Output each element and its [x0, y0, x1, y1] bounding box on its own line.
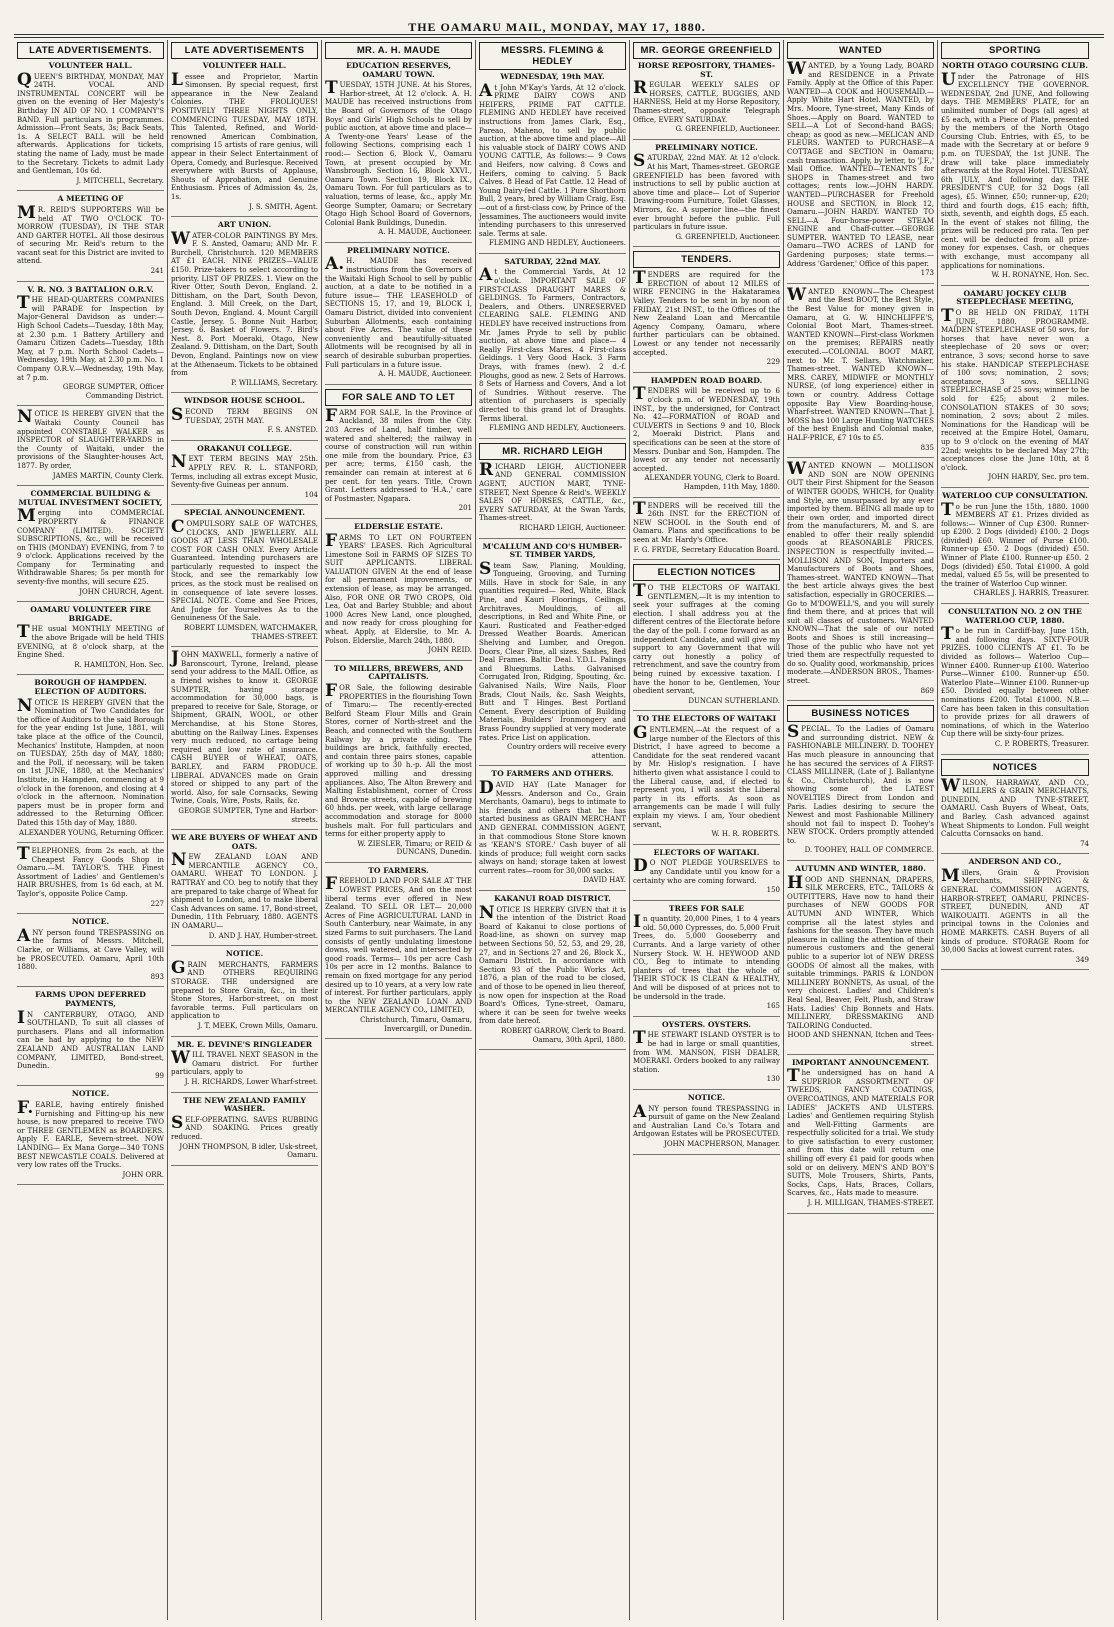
ad-signature: FLEMING AND HEDLEY, Auctioneers. — [489, 424, 626, 433]
ad-body: F.EARLE, having entirely finished Furnishing and Fitting-up his new house, is now prepared to receive TWO or THREE GENTLEMEN as BOARDERS. Apply F. EARLE, Severn-street. NOW LANDING— Ex Mana Gorge—340 TONS BEST NEWCASTLE COALS. Delivered at very low rates off the Trucks. — [17, 1097, 164, 1170]
ad-signature: J. H. MILLIGAN, THAMES-STREET. — [807, 1199, 934, 1208]
advertisement — [633, 715, 780, 844]
column-6 — [784, 40, 938, 1620]
ad-signature: RICHARD LEIGH, Auctioneer. — [519, 523, 626, 532]
ad-title: WATERLOO CUP CONSULTATION. — [942, 490, 1088, 500]
ad-signature: 201 — [458, 504, 472, 513]
ad-body: THE usual MONTHLY MEETING of the above Brigade will be held THIS EVENING, at 8 o'clock sharp, at the Engine Shed. — [17, 622, 164, 660]
ad-signature: FLEMING AND HEDLEY, Auctioneers. — [489, 239, 626, 248]
advertisement — [633, 1021, 780, 1090]
ad-body: FARMS TO LET ON FOURTEEN YEARS' LEASES. Rich Agricultural Limestone Soil in FARMS OF SIZES TO SUIT APPLICANTS. LIBERAL VALUATION GIVEN At the end of lease for all permanent improvements, or extension of lease, as may be arranged. Also, FOR ONE OR TWO CROPS, Old Lea, Oat and Barley Stubble; and about 1000 Acres New Land, once ploughed, and now ready for cross ploughing for wheat. Apply, at Elderslie, to Mr. A. Polson. Elderslie, March 24th, 1880. — [325, 530, 472, 645]
ad-body: THE HEAD-QUARTERS COMPANIES will PARADE for Inspection by Major-General Davidson as under:— High School Cadets—Tuesday, 18th May, at 2.30 p.m. 1 Battery Artillery and Oamaru Citizen Cadets—Tuesday, 18th May, at 7 p.m. North School Cadets—Wednesday, 19th May, at 2.30 p.m. No. 1 Company O.R.V.—Wednesday, 19th May, at 7 p.m. — [17, 293, 164, 382]
ad-signature: J. S. SMITH, Agent. — [249, 202, 318, 211]
column-header: MR. GEORGE GREENFIELD — [633, 42, 780, 59]
ad-body: NOTICE IS HEREBY GIVEN that it is the intention of the District Road Board of Kakanui to close portions of Road-line, as shown on survey map between Sections 50, 52, 53, and 29, 28, 27, and in Sections 27 and 26, Block X., Oamaru District. In accordance with Section 93 of the Public Works Act, 1876, a plan of the road to be closed, and of those to be opened in lieu thereof, is now open for inspection at the Road Board's Offices, Tyne-street, Oamaru, where it can be seen for twelve weeks from date hereof. — [479, 902, 626, 1026]
advertisement — [633, 377, 780, 498]
newspaper-columns — [14, 40, 1104, 1620]
ad-title: VOLUNTEER HALL. — [202, 61, 287, 70]
ad-signature: 165 — [766, 1002, 780, 1011]
ad-title: TO FARMERS AND OTHERS. — [491, 769, 614, 779]
column-header: MESSRS. FLEMING & HEDLEY — [479, 42, 626, 70]
ad-signature: JOHN MACPHERSON, Manager. — [664, 1139, 780, 1148]
ad-signature: C. P. ROBERTS, Treasurer. — [994, 739, 1089, 748]
ad-body: Under the Patronage of HIS EXCELLENCY THE GOVERNOR. WEDNESDAY, 2nd JUNE, And following days. THE MEMBERS' PLATE, for an unlimited number of Dogs (all ages) at £5 each, with a Piece of Plate, presented by the members of the North Otago Coursing Club. Entries, with £5, to be made with the Secretary at or before 9 p.m. on TUESDAY, the 1st JUNE. The draw will take place immediately afterwards at the Royal Hotel. TUESDAY, 6th JULY, And following day. THE PRESIDENT'S CUP, for 32 Dogs (all ages), £5. Winner, £50; runner-up, £20; third and fourth dogs, £15 each; fifth, sixth, seventh, and eighth dogs, £5 each. In the event of stakes not filling, the prizes will be reduced pro rata. Ten per cent. will be deducted from all prize-money for expenses. Cash, or cheques with exchange, must accompany all applications for nominations. — [941, 69, 1089, 270]
advertisement — [325, 247, 472, 385]
ad-signature: 869 — [920, 686, 934, 695]
ad-signature: GEORGE SUMPTER, Tyne and Harbor-streets. — [178, 806, 318, 824]
ad-body: JOHN MAXWELL, formerly a native of Baronscourt, Tyrone, Ireland, please send your address to the MAIL Office, as a friend wishes to know it. GEORGE SUMPTER, having storage accommodation for 30,000 bags, is prepared to receive for Sale, Storage, or Shipment, GRAIN, WOOL, or other Merchandise, at his Stone Stores, abutting on the Railway Lines. Expenses very much reduced, no cartage being required and low rate of insurance. CASH BUYER of WHEAT, OATS, BARLEY, and FARM PRODUCE. LIBERAL ADVANCES made on Grain stored or shipped to any part of the world. Also, for sale Cornsacks, Sewing Twine, Coals, Wire, Posts, Rails, &c. — [171, 648, 318, 806]
advertisement — [633, 144, 780, 248]
ad-title: EDUCATION RESERVES, OAMARU TOWN. — [346, 61, 451, 79]
ad-signature: D. TOOHEY, HALL OF COMMERCE. — [804, 846, 934, 855]
ad-body: The undersigned has on hand A SUPERIOR ASSORTMENT OF TWEEDS, FANCY COATINGS, OVERCOATINGS, AND MATERIALS FOR LADIES' JACKETS AND ULSTERS. Ladies' and Gentlemen requiring Stylish and Well-Fitting Garments are respectfully solicited for a trial. We study to give satisfaction to every customer, and from this date will return one shilling off every £1 paid for goods when sold or on delivery. MEN'S AND BOY'S SUITS, Mole Trousers, Shirts, Pants, Socks, Caps, Hats, Braces, Collars, Scarves, &c., Hats made to measure. — [787, 1066, 934, 1198]
column-7 — [938, 40, 1092, 1620]
advertisement — [17, 991, 164, 1086]
ad-signature: 893 — [150, 972, 164, 981]
ad-signature: W. H. RONAYNE, Hon. Sec. — [991, 271, 1089, 280]
ad-title: TO MILLERS, BREWERS, AND CAPITALISTS. — [333, 663, 464, 682]
ad-body: Millers, Grain & Provision Merchants, SHIPPING & GENERAL COMMISSION AGENTS, HARBOR-STREET, OAMARU, PRINCES-STREET, DUNEDIN, AND AT WAIKOUAITI. AGENTS in all the principal towns in the Colonies and HOME MARKETS. CASH Buyers of all kinds of produce. STORAGE Room for 30,000 Sacks at lowest current rates. — [941, 865, 1089, 955]
section-header: TENDERS. — [633, 251, 780, 268]
ad-signature: JAMES MARTIN, County Clerk. — [52, 471, 164, 480]
ad-signature: J. MITCHELL, Secretary. — [76, 176, 164, 185]
advertisement — [633, 581, 780, 711]
ad-body: DO NOT PLEDGE YOURSELVES to any Candidate until you know for a certainty who are coming forward. — [633, 856, 780, 885]
masthead-rule — [14, 34, 1104, 35]
ad-body: FARM FOR SALE, In the Province of Auckland, 38 miles from the City. 203 Acres of Land, half timber, well watered and sheltered; the railway in course of construction will run within one mile from the boundary. Price, £3 per acre; terms, £150 cash, the remainder can remain at interest at 6 per cent. for ten years. Title, Crown Grant. Letters addressed to 'H.A.,' care of Postmaster, Ngapara. — [325, 405, 472, 503]
ad-title: IMPORTANT ANNOUNCEMENT. — [791, 1057, 930, 1067]
ad-body: THE STEWART ISLAND OYSTER is to be had in large or small quantities, from WM. MANSON, FISH DEALER, MOERAKI. Orders booked to any railway station. — [633, 1028, 780, 1074]
ad-signature: W. ZIESLER, Timaru; or REID & DUNCANS, Dunedin. — [357, 839, 472, 857]
ad-title: WE ARE BUYERS OF WHEAT AND OATS. — [171, 833, 318, 851]
ad-title: CONSULTATION NO. 2 ON THE WATERLOO CUP, 1880. — [948, 607, 1082, 625]
column-2 — [168, 40, 322, 1620]
advertisement — [171, 509, 318, 647]
ad-signature: JOHN REID. — [428, 646, 472, 655]
ad-title: TREES FOR SALE — [668, 903, 745, 913]
masthead-title: THE OAMARU MAIL, MONDAY, MAY 17, 1880. — [408, 20, 706, 34]
ad-title: ORAKANUI COLLEGE. — [197, 443, 292, 453]
ad-signature: F. S. ANSTED. — [267, 426, 318, 435]
column-4 — [476, 40, 630, 1620]
ad-title: SPECIAL ANNOUNCEMENT. — [184, 508, 305, 518]
section-header: ELECTION NOTICES — [633, 564, 780, 581]
ad-signature: ALEXANDER YOUNG, Returning Officer. — [19, 828, 164, 837]
advertisement — [17, 490, 164, 602]
ad-signature: R. HAMILTON, Hon. Sec. — [74, 660, 164, 669]
ad-title: M'CALLUM AND CO'S HUMBER-ST. TIMBER YARDS, — [482, 541, 623, 560]
ad-title: V. R. NO. 3 BATTALION O.R.V. — [27, 284, 154, 294]
ad-body: DAVID HAY (Late Manager for Messrs. Anderson and Co., Grain Merchants, Oamaru), begs to intimate to his friends and others that he has started business as GRAIN MERCHANT AND GENERAL COMMISSION AGENT, in that commodious Stone Store known as 'KEAN'S STORE.' Cash buyer of all kinds of produce; full weight corn sacks always on hand; storage taken at lowest current rates—room for 30,000 sacks. — [479, 777, 626, 875]
advertisement — [941, 62, 1089, 286]
ad-title: MR. E. DEVINE'S RINGLEADER — [176, 1039, 313, 1049]
section-header: MR. RICHARD LEIGH — [479, 443, 626, 460]
advertisement — [17, 1090, 164, 1185]
ad-body: IN CANTERBURY, OTAGO, AND SOUTHLAND, To suit all classes of purchasers. Plans and all information can be had by applying to the NEW ZEALAND AND AUSTRALIAN LAND COMPANY, LIMITED, Bond-street, Dunedin. — [17, 1007, 164, 1071]
ad-title: COMMERCIAL BUILDING & MUTUAL INVESTMENT SOCIETY, — [18, 489, 163, 507]
ad-signature: DUNCAN SUTHERLAND. — [688, 696, 780, 705]
advertisement — [479, 770, 626, 891]
ad-body: WATER-COLOR PAINTINGS BY Mrs. F. S. Ansted, Oamaru; AND Mr. F. Burchell, Christchurch. 120 MEMBERS AT £1 EACH. NINE PRIZES—VALUE £150. Prize-takers to select according to priority. LIST OF PRIZES. 1. View on the River Otter, South Devon, England. 2. Dittisham, on the Dart, South Devon, England. 3. Mill Creek, on the Dart, South Devon, England. 4. Mount Cargill Castle, Jersey. 5. Bonne Nuit Harbor, Jersey. 6. Basket of Flowers. 7. Bird's Nest. 8. Port Moeraki, Otago, New Zealand. 9. Dittisham, on the Dart, South Devon, England. Paintings now on view at the Athenaeum. Tickets to be obtained from — [171, 228, 318, 378]
section-header: NOTICES — [941, 759, 1089, 776]
ad-signature: HOOD AND SHENNAN, Itchen and Tees-street. — [787, 1031, 934, 1048]
advertisement — [171, 1097, 318, 1166]
advertisement — [787, 459, 934, 701]
column-5 — [630, 40, 784, 1620]
ad-signature: 173 — [920, 269, 934, 278]
ad-body: WANTED KNOWN—The Cheapest and the Best BOOT, the Best Style, the Best Value for money given in Oamaru, at G. W. HINCHLIFFE'S, Colonial Boot Mart, Thames-street. WANTED KNOWN—First-class Workmen on the premises; REPAIRS neatly executed.—COLONIAL BOOT MART, next to Mr. T. Sellars, Watchmaker, Thames-street. WANTED KNOWN—MRS. CAREY, MIDWIFE or MONTHLY NURSE, (of long experience) either in town or country. Address Cottage opposite Bay View Boarding-house, Wharf-street. WANTED KNOWN—That J. MOSS has 100 Large Hunting WATCHES of the best English and Colonial make, HALF-PRICE, £7 10s to £5. — [787, 284, 934, 442]
ad-body: TO THE ELECTORS OF WAITAKI. GENTLEMEN,—It is my intention to seek your suffrages at the coming election. I shall address you at the different centres of the Electorate before the day of the poll. I come forward as an independent Candidate, and will give my support to any Government that will carry out honestly a policy of retrenchment, and save the country from being ruined by excessive taxation. I have the honor to be, Gentlemen, Your obedient servant, — [633, 581, 780, 696]
column-1 — [14, 40, 168, 1620]
ad-signature: P. WILLIAMS, Secretary. — [231, 378, 318, 387]
ad-body: SECOND TERM BEGINS ON TUESDAY, 25TH MAY. — [171, 404, 318, 425]
advertisement — [633, 849, 780, 901]
ad-title: SATURDAY, 22nd MAY. — [504, 256, 601, 266]
ad-signature: J. H. RICHARDS, Lower Wharf-street. — [184, 1077, 318, 1086]
ad-body: To be run in Cardiff-bay, June 15th, and following days. SIXTY-FOUR PRIZES. 1000 CLIENTS AT £1. To be divided as follows— Waterloo Cup—Winner £400. Runner-up £100. Waterloo Purse—Winner £100. Runner-up £50. Waterloo Plate—Winner £100. Runner-up £50. Divided equally between other nominations £200. Total £1000. N.B.—Care has been taken in this consultation to provide prizes for all drawers of nominations, of which in the Waterloo Cup there will be sixty-four prizes. — [941, 624, 1089, 739]
ad-body: ANY person found TRESPASSING in pursuit of game on the New Zealand and Australian Land Co.'s Totara and Ardgowan Estates will be PROSECUTED. — [633, 1101, 780, 1139]
ad-body: HOOD AND SHENNAN, DRAPERS, SILK MERCERS, ETC., TAILORS & OUTFITTERS, Have now to hand their purchases of NEW GOODS FOR AUTUMN AND WINTER, Which comprise all the latest styles and fashions for the season. They have much pleasure in calling the attention of their numerous customers and the general public to a superior lot of NEW DRESS GOODS Of almost all the makes, with suitable trimmings. PARIS & LONDON MILLINERY BONNETS, As usual, of the very choicest. Ladies' and Children's Real Seal, Beaver, Felt, Plush, and Straw Hats. Ladies' Chip Bonnets and Hats. MILLINERY, DRESSMAKING AND TAILORING Conducted. — [787, 872, 934, 1030]
ad-title: HORSE REPOSITORY, THAMES-ST. — [637, 61, 776, 79]
ad-body: Steam Saw, Planing, Moulding, Tongueing, Grooving, and Turning Mills. Have in stock for Sale, in any quantities required— Red, White, Black Pine, and Kauri Floorings, Ceilings, Architraves, Mouldings, of all descriptions, in Red and White Pine, or Kauri. Rusticated and Feather-edged Dressed Weather Boards. American Shelving and Lumber, and Oregon. Doors, Clear Pine, all sizes. Sashes, Red Deal Frames. Baltic Deal. Y.D.L. Palings and Bluegums. Laths. Galvanised Corrugated Iron, Ridging, Spouting, &c. Galvanised Nails, Wire Nails, Floor Brads, Clout Nails, &c. Sash Weights, Butt and T Hinges. Best Portland Cement. Every description of Building Materials, Builders' Ironmongery and Brass Foundry supplied at very moderate rates. Price List on application. — [479, 558, 626, 742]
ad-signature: J. T. MEEK, Crown Mills, Oamaru. — [197, 1021, 318, 1030]
ad-signature: Country orders will receive every attention. — [507, 743, 626, 760]
advertisement — [17, 407, 164, 486]
ad-body: TENDERS will be received up to 6 o'clock p.m. of WEDNESDAY, 19th INST., by the undersigned, for Contract No. 42—FORMATION of ROAD and CULVERTS in Sections 9 and 10, Block 2, Moeraki District. Plans and specifications can be seen at the store of Messrs. Dunbar and Son, Hampden. The lowest or any tender not necessarily accepted. — [633, 384, 780, 473]
ad-title: OAMARU VOLUNTEER FIRE BRIGADE. — [30, 605, 151, 623]
masthead-rule-2 — [14, 37, 1104, 38]
ad-signature: 74 — [1080, 839, 1089, 848]
advertisement — [633, 62, 780, 140]
ad-title: OYSTERS. OYSTERS. — [662, 1019, 751, 1029]
ad-body: FREEHOLD LAND FOR SALE AT THE LOWEST PRICES, And on the most liberal terms ever offered in New Zealand. TO SELL OR LET— 20,000 Acres of Fine AGRICULTURAL LAND in South Canterbury, near Waimate, in any sized Farms to suit purchasers. The Land consists of gently undulating limestone downs, well watered, and intersected by good roads. Terms— 10s per acre Cash 10s per acre in 12 months. Balance to remain on fixed mortgage for any period desired up to 10 years, at a very low rate of interest. For further particulars, apply to the NEW ZEALAND LOAN AND MERCANTILE AGENCY CO., LIMITED, — [325, 874, 472, 1015]
ad-title: AUTUMN AND WINTER, 1880. — [795, 864, 926, 874]
ad-signature: CHARLES J. HARRIS, Treasurer. — [973, 589, 1089, 598]
ad-title: HAMPDEN ROAD BOARD. — [650, 375, 763, 385]
column-header: SPORTING — [941, 42, 1089, 59]
advertisement — [787, 59, 934, 284]
ad-body: TUESDAY, 15TH JUNE. At his Stores, Harbor-street, At 12 o'clock. A. H. MAUDE has received instructions from the Board of Governors of the Otago Boys' and Girls' High Schools to sell by public auction, at above time and place— A Twenty-one Years' Lease of the following Sections, comprising each 1 rood:— Section 6, Block V., Oamaru Town, at present occupied by Mr. Wansbrough. Section 16, Block XXVI., Oamaru Town. Section 19, Block IX., Oamaru Town. For full particulars as to valuation, terms of lease, &c., apply Mr. George Sumpter, Oamaru; or Secretary Otago High School Board of Governors, Colonial Bank Buildings, Dunedin. — [325, 78, 472, 227]
ad-body: TO BE HELD ON FRIDAY, 11TH JUNE, 1880. PROGRAMME. MAIDEN STEEPLECHASE of 50 sovs, for horses that have never won a steeplechase of 20 sovs or over; entrance, 3 sovs; second horse to save his stake. HANDICAP STEEPLECHASE of 100 sovs; nomination, 2 sovs; acceptance, 3 sovs. SELLING STEEPLECHASE of 25 sovs; winner to be sold for £25; about 2 miles. CONSOLATION STAKES of 30 sovs; nomination, 2 sovs; about 2 miles. Nominations for the Handicap will be received at the Empire Hotel, Oamaru, up to 9 o'clock on the evening of MAY 22nd; weights to be declared May 27th; acceptances close the June 10th, at 8 o'clock. — [941, 306, 1089, 472]
ad-body: FOR Sale, the following desirable PROPERTIES in the flourishing Town of Timaru:— The recently-erected Belford Steam Flour Mills and Grain Stores, corner of North-street and the Beach, and connected with the Southern Railway by a private siding. The buildings are brick, faithfully erected, and contain three pairs stones, capable of working up to 30 h.-p. All the most approved milling and dressing appliances. Also, The Alton Brewery and Malting Establishment, corner of Cross and Browne streets, capable of brewing 60 hhds. per week, with large cellarage accommodation and storage for 8000 bushels malt. For full particulars and terms for either property apply to — [325, 681, 472, 839]
ad-body: NOTICE IS HEREBY GIVEN that the Nomination of Two Candidates for the office of Auditors to the said Borough for the year ending 1st June, 1881, will take place at the office of the Council, Mechanics' Institute, Hampden, at noon on TUESDAY, 25th day of MAY, 1880; and the Poll, if necessary, will be taken on 1st JUNE, 1880, at the Mechanics' Institute, in Hampden, commencing at 9 o'clock in the forenoon, and closing at 4 o'clock in the afternoon. Nomination papers must be in proper form and addressed to the Returning Officer. Dated this 15th day of May, 1880. — [17, 695, 164, 827]
advertisement — [633, 268, 780, 373]
ad-body: TENDERS will be received till the 26th INST. for the ERECTION of NEW SCHOOL in the South end of Oamaru. Plans and specifications to be seen at Mr. Hardy's Office. — [633, 498, 780, 544]
ad-title: OAMARU JOCKEY CLUB STEEPLECHASE MEETING, — [956, 288, 1074, 307]
ad-title: BOROUGH OF HAMPDEN. ELECTION OF AUDITORS. — [34, 678, 147, 696]
advertisement — [17, 286, 164, 407]
advertisement — [633, 905, 780, 1017]
ad-body: SPECIAL. To the Ladies of Oamaru and surrounding district. NEW & FASHIONABLE MILLINERY. D. TOOHEY Has much pleasure in announcing that he has secured the services of A FIRST-CLASS MILLINER, (Late of J. Ballantyne & Co., Christchurch), And is now showing some of the LATEST NOVELTIES Direct from London and Paris. Ladies desiring to secure the Newest and most Fashionable Millinery should not fail to inspect D. Toohey's NEW STOCK. Orders promptly attended to. — [787, 722, 934, 845]
advertisement — [941, 858, 1089, 970]
advertisement — [171, 950, 318, 1036]
advertisement — [787, 1059, 934, 1214]
ad-title: TO FARMERS. — [368, 865, 429, 875]
ad-title: PRELIMINARY NOTICE. — [347, 245, 450, 255]
ad-body: WILL TRAVEL NEXT SEASON in the Oamaru district. For further particulars, apply to — [171, 1048, 318, 1077]
ad-body: REGULAR WEEKLY SALES OF HORSES, CATTLE, BUGGIES, AND HARNESS, Held at my Horse Repository, Thames-street, opposite Telegraph Office, EVERY SATURDAY. — [633, 78, 780, 124]
ad-title: ELECTORS OF WAITAKI. — [653, 847, 760, 857]
ad-signature: D. AND J. HAY, Humber-street. — [208, 931, 318, 940]
advertisement — [787, 284, 934, 458]
ad-title: WEDNESDAY, 19th MAY. — [500, 72, 605, 81]
column-header: LATE ADVERTISEMENTS — [171, 42, 318, 59]
ad-signature: 241 — [150, 267, 164, 276]
advertisement — [787, 722, 934, 861]
ad-title: ART UNION. — [217, 220, 272, 230]
advertisement — [171, 62, 318, 217]
ad-title: ANDERSON AND CO., — [968, 857, 1062, 867]
ad-signature: 229 — [766, 358, 780, 367]
advertisement — [325, 867, 472, 1039]
ad-body: SATURDAY, 22nd MAY. At 12 o'clock. At his Mart, Thames-street. GEORGE GREENFIELD has been favored with instructions to sell by public auction at above time and place— Lot of Superior Drawing-room Furniture, Toilet Glasses, Mirrors, &c. A superior line—the finest ever brought before the public. Full particulars in future issue. — [633, 151, 780, 232]
ad-signature: JOHN ORR. — [122, 1170, 164, 1179]
ad-body: TENDERS are required for the ERECTION of about 12 MILES of WIRE FENCING in the Hakataramea Valley. Tenders to be sent in by noon of FRIDAY, 21st INST., to the Offices of the New Zealand Loan and Mercantile Agency Company, Oamaru, where further particulars can be obtained. Lowest or any tender not necessarily accepted. — [633, 268, 780, 357]
ad-signature: 104 — [304, 490, 318, 499]
ad-body: Merging into COMMERCIAL PROPERTY & FINANCE COMPANY (LIMITED). SOCIETY SUBSCRIPTIONS, &c., will be received on THIS (MONDAY) EVENING, from 7 to 9 o'clock. Applications received by the Company for Terminating and Withdrawable Shares; 5s per month for seventy-five months, will secure £25. — [17, 506, 164, 587]
advertisement — [17, 62, 164, 191]
ad-body: WANTED KNOWN — MOLLISON AND SON are NOW OPENING OUT their First Shipment for the Season of WINTER GOODS, WHICH, for Quality and Style, are unsurpassed by any ever imported by them. BEING all made up to their own order, and imported direct from the manufacturers, M. and S. are enabled to offer their really splendid goods at REASONABLE PRICES. INSPECTION is respectfully invited.—MOLLISON AND SON, Importers and Manufacturers of Boots and Shoes, Thames-street. WANTED KNOWN—That the best article always gives the best satisfaction, especially in GROCERIES.—Go to M'DOWELL'S, and you will surely find them there, and at prices that will suit all classes of customers. WANTED KNOWN—That the sale of our noted Boots and Shoes is still increasing—Those of the public who have not yet tried them are respectfully requested to do so. Quality good, workmanship, prices moderate.—ANDERSON BROS., Thames-street. — [787, 459, 934, 685]
ad-signature: A. H. MAUDE, Auctioneer. — [378, 370, 472, 379]
ad-signature: 130 — [766, 1075, 780, 1084]
ad-body: At John M'Kay's Yards, At 12 o'clock. PRIME DAIRY COWS AND HEIFERS, PRIME FAT CATTLE. FLEMING AND HEDLEY have received instructions from James Clark, Esq., Pareao, Maheno, to sell by public auction, at the above time and place—All his valuable stock of DAIRY COWS AND YOUNG CATTLE, As follows:— 9 Cows and Heifers, now calving. 8 Cows and Heifers, coming to calving. 5 Back Calves. 8 Head of Fat Cattle. 12 Head of Young Dairy-fed Cattle. 1 Pure Shorthorn Bull, 2 years, bred by William Craig, Esq.—out of a first-class cow, by Prince of the Jessamines. The auctioneers would invite intending purchasers to this unreserved sale. Terms at sale. — [479, 80, 626, 238]
ad-title: NOTICE. — [71, 917, 110, 927]
ad-signature: JOHN CHURCH, Agent. — [79, 587, 164, 596]
advertisement — [787, 865, 934, 1054]
ad-title: NOTICE. — [687, 1092, 726, 1102]
advertisement — [941, 608, 1089, 755]
ad-body: NEXT TERM BEGINS MAY 25th. APPLY REV. R. L. STANFORD, Terms, including all extras except Music, Seventy-five Guineas per annum. — [171, 452, 318, 490]
advertisement — [17, 606, 164, 675]
ad-signature: 349 — [1075, 955, 1089, 964]
section-header: FOR SALE AND TO LET — [325, 389, 472, 406]
ad-body: ANY person found TRESPASSING on the farms of Messrs. Mitchell, Clarke, or Williams, at Cave Valley, will be PROSECUTED. Oamaru, April 10th 1880. — [17, 925, 164, 972]
ad-title: VOLUNTEER HALL. — [48, 61, 133, 70]
ad-title: A MEETING OF — [57, 194, 124, 204]
ad-signature: G. GREENFIELD, Auctioneer. — [675, 232, 780, 241]
ad-title: NOTICE. — [71, 1089, 110, 1099]
ad-signature: ROBERT GARROW, Clerk to Board. Oamaru, 30th April, 1880. — [500, 1026, 626, 1044]
ad-body: A.H. MAUDE has received instructions from the Governors of the Waitaki High School to sell by public auction, at a date to be notified in a future issue— THE LEASEHOLD of SECTIONS 15, 17, and 19, BLOCK I, Oamaru District, divided into convenient Suburban Allotments, each containing about Five Acres. The value of these conveniently and beautifully-situated Allotments will be recognised by all in search of desirable suburban properties. Full particulars in a future issue. — [325, 254, 472, 369]
ad-signature: G. GREENFIELD, Auctioneer. — [675, 125, 780, 134]
ad-body: NOTICE IS HEREBY GIVEN that the Waitaki County Council has appointed CONSTABLE WALKER as INSPECTOR of SLAUGHTER-YARDS in the County of Waitaki, under the provisions of the Slaughter-houses Act, 1877. By order, — [17, 407, 164, 470]
ad-body: COMPULSORY SALE OF WATCHES, CLOCKS, AND JEWELLERY. ALL GOODS AT LESS THAN WHOLESALE COST FOR CASH ONLY. Every Article Guaranteed. Intending purchasers are particularly requested to inspect the Stock, and see the remarkably low prices, as the stock must be realised on in consequence of late severe losses. SPECIAL NOTE. Come and See Prices, And Judge for Yourselves As to the Genuineness Of the Sale. — [171, 516, 318, 623]
ad-signature: 227 — [150, 899, 164, 908]
column-header: WANTED — [787, 42, 934, 59]
ad-signature: F. G. FRYDE, Secretary Education Board. — [633, 545, 780, 554]
advertisement — [17, 195, 164, 281]
ad-body: MR. REID'S SUPPORTERS Will be held AT TWO O'CLOCK TO-MORROW (TUESDAY), IN THE STAR AND GARTER HOTEL. All those desirous of securing Mr. Reid's return to the vacant seat for this District are invited to attend. — [17, 202, 164, 266]
ad-body: At the Commercial Yards, At 12 o'clock. IMPORTANT SALE OF FIRST-CLASS DRAUGHT MARES & GELDINGS. To Farmers, Contractors, Dealers, and Others. UNRESERVED CLEARING SALE. FLEMING AND HEDLEY have received instructions from Mr. James Pryde to sell by public auction, at above time and place— 4 Really First-class Mares. 4 First-class Geldings. 1 Very Good Hack. 3 Farm Drays, with frames (new). 2 d.-f. Ploughs, good as new. 2 Sets of Harrows. 8 Sets of Harness and Covers, And a lot of Sundries. Without reserve. The attention of purchasers is specially directed to this grand lot of Draughts. Terms liberal. — [479, 265, 626, 423]
advertisement — [17, 918, 164, 987]
ad-signature: A. H. MAUDE, Auctioneer. — [378, 228, 472, 237]
advertisement — [171, 648, 318, 830]
ad-body: SELF-OPERATING. SAVES RUBBING AND SOAKING. Prices greatly reduced. — [171, 1112, 318, 1141]
ad-title: TO THE ELECTORS OF WAITAKI — [636, 714, 777, 724]
advertisement — [325, 405, 472, 519]
ad-title: KAKANUI ROAD DISTRICT. — [494, 894, 611, 904]
column-header: MR. A. H. MAUDE — [325, 42, 472, 59]
advertisement — [17, 844, 164, 914]
advertisement — [171, 445, 318, 506]
ad-body: In quantity. 20,000 Pines, 1 to 4 years old. 50,000 Cypresses, do. 5,000 Fruit Trees, do. 5,000 Gooseberry and Currants. And a large variety of other Nursery Stock. W. H. HEYWOOD AND CO., Beg to intimate to intending planters of trees that the whole of THEIR STOCK IS CLEAN & HEALTHY, And will be disposed of at prices not to be undersold in the trade. — [633, 912, 780, 1001]
ad-title: WINDSOR HOUSE SCHOOL. — [184, 396, 305, 406]
advertisement — [171, 397, 318, 440]
ad-signature: Christchurch, Timaru, Oamaru, Invercargill, or Dunedin. — [360, 1015, 472, 1033]
ad-title: THE NEW ZEALAND FAMILY WASHER. — [183, 1095, 306, 1114]
ad-body: GENTLEMEN,—At the request of a large number of the Electors of this District, I have agreed to become a Candidate for the seat rendered vacant by Mr. Hislop's resignation. I have hitherto given what assistance I could to the Liberal cause, and, if elected to represent you, I will assist the Liberal party in its efforts. As soon as arrangements can be made I will fully explain my views. I am, Your obedient servant, — [633, 723, 780, 829]
ad-title: NORTH OTAGO COURSING CLUB. — [941, 61, 1089, 70]
advertisement — [479, 258, 626, 439]
advertisement — [479, 73, 626, 254]
advertisement — [633, 498, 780, 561]
advertisement — [941, 492, 1089, 604]
ad-title: PRELIMINARY NOTICE. — [655, 142, 758, 152]
ad-body: To be run June the 15th, 1880. 1000 MEMBERS AT £1. Prizes divided as follows:— Winner of Cup £300. Runner-up £200. 2 Dogs (divided) £100. 2 Dogs (divided) £60. Winner of Purse £100. Runner-up £50. 2 Dogs (divided) £50. Winner of Plate £100. Runner-up £50. 2 Dogs (divided) £50. Total £1000. A gold medal, valued £5 5s, will be presented to the trainer of Waterloo Cup winner. — [941, 499, 1089, 588]
ad-title: ELDERSLIE ESTATE. — [354, 521, 443, 531]
ad-body: RICHARD LEIGH, AUCTIONEER AND GENERAL COMMISSION AGENT, AUCTION MART, TYNE-STREET, Next Spence & Reid's. WEEKLY SALES OF HORSES, CATTLE, &c., EVERY SATURDAY, At the Swan Yards, Thames-street. — [479, 459, 626, 523]
advertisement — [171, 221, 318, 393]
advertisement — [479, 459, 626, 539]
advertisement — [325, 523, 472, 661]
advertisement — [941, 290, 1089, 488]
ad-signature: 99 — [155, 1071, 164, 1080]
ad-body: WANTED, by a Young Lady, BOARD and RESIDENCE in a Private Family. Apply at the Office of this Paper. WANTED—A COOK and HOUSEMAID.—Apply White Hart Hotel. WANTED, by Mrs. Moore, Tyne-street, Many Kinds of Shoes.—Apply on Board. WANTED to SELL—A Lot of Second-hand BAGS; cheap; as good as new.—MELICAN AND FLEURS. WANTED to PURCHASE—A COTTAGE and SECTION in Oamaru; cash transaction. Apply, by letter, to 'J.F.,' Mail Office. WANTED—TENANTS for SHOPS in Thames-street and two cottages; rents low.—JOHN HARDY. WANTED—PURCHASER for Freehold HOUSE and SECTION, in Block 12, Oamaru.—JOHN HARDY. WANTED TO SELL—A Four-horse-power STEAM ENGINE and Chaff-cutter.—GEORGE SUMPTER. WANTED TO LEASE, near Oamaru—TWO ACRES of LAND for Gardening purposes; state terms.—Address 'Gardener,' Office of this paper. — [787, 59, 934, 268]
ad-body: GRAIN MERCHANTS, FARMERS AND OTHERS REQUIRING STORAGE. THE undersigned are prepared to Store Grain, &c., in their Stone Stores, Harbor-street, on most favorable terms. Full particulars on application to — [171, 957, 318, 1021]
ad-signature: 150 — [766, 886, 780, 895]
ad-signature: DAVID HAY. — [583, 876, 626, 885]
ad-signature: JOHN THOMPSON, B idler, Usk-street, Oamaru. — [179, 1142, 318, 1160]
advertisement — [479, 895, 626, 1050]
advertisement — [171, 834, 318, 946]
advertisement — [479, 543, 626, 767]
column-header: LATE ADVERTISEMENTS. — [17, 42, 164, 59]
advertisement — [941, 775, 1089, 855]
advertisement — [325, 665, 472, 863]
ad-signature: ROBERT LUMSDEN, WATCHMAKER, THAMES-STREET. — [184, 624, 318, 641]
ad-body: QUEEN'S BIRTHDAY, MONDAY, MAY 24TH. VOCAL AND INSTRUMENTAL CONCERT will be given on the evening of Her Majesty's Birthday IN AID OF NO. 1 COMPANY'S BAND. Full particulars in programmes. Admission—Front Seats, 3s; Back Seats, 1s. A SELECT BALL will be held afterwards. Applications for tickets, stating the name of Lady, must be made to the Secretary. Tickets to admit Lady and Gentleman, 10s 6d. — [17, 69, 164, 176]
ad-body: NEW ZEALAND LOAN AND MERCANTILE AGENCY CO., OAMARU. WHEAT TO LONDON. J. RATTRAY and CO. beg to notify that they are prepared to take charge of Wheat for shipment to London, and to make liberal Cash Advances on same. 17, Bond-street, Dunedin, 11th February, 1880. AGENTS IN OAMARU— — [171, 850, 318, 931]
ad-signature: JOHN HARDY, Sec. pro tem. — [988, 473, 1089, 482]
column-3 — [322, 40, 476, 1620]
ad-body: TELEPHONES, from 2s each, at the Cheapest Fancy Goods Shop in Oamaru.—M. TAYLOR'S. THE Finest Assortment of Ladies' and Gentlemen's HAIR BRUSHES, from 1s 6d each, at M. Taylor's, opposite Police Camp. — [17, 844, 164, 899]
ad-body: Lessee and Proprietor, Martin Simonsen. By special request, first appearance in the New Zealand Colonies. THE FROLIQUES! POSITIVELY THREE NIGHTS ONLY, COMMENCING TUESDAY, MAY 18TH. This Talented, Refined, and World-renowned American Combination, comprising 15 artists of rare genius, will appear in their Select Entertainment of Opera, Comedy, and Burlesque. Received everywhere with Bursts of Applause, Shouts of Approbation, and Genuine Enthusiasm. Prices of Admission 4s, 2s, 1s. — [171, 69, 318, 201]
section-header: BUSINESS NOTICES — [787, 705, 934, 722]
ad-title: FARMS UPON DEFERRED PAYMENTS, — [35, 990, 146, 1008]
ad-signature: 835 — [920, 443, 934, 452]
ad-signature: GEORGE SUMPTER, Officer Commanding District. — [62, 383, 164, 400]
ad-signature: ALEXANDER YOUNG, Clerk to Board. Hampden, 11th May, 1880. — [644, 474, 780, 491]
advertisement — [633, 1094, 780, 1155]
advertisement — [17, 679, 164, 843]
ad-title: NOTICE. — [225, 949, 264, 959]
advertisement — [171, 1041, 318, 1093]
advertisement — [325, 62, 472, 243]
ad-signature: W. H. R. ROBERTS. — [711, 830, 780, 839]
ad-body: WILSON, HARRAWAY, AND CO., MILLERS & GRAIN MERCHANTS, DUNEDIN, AND TYNE-STREET, OAMARU. Cash Buyers of Wheat, Oats, and Barley. Cash advanced against Wheat Shipments to London. Full weight Calcutta Cornsacks on hand. — [941, 775, 1089, 839]
